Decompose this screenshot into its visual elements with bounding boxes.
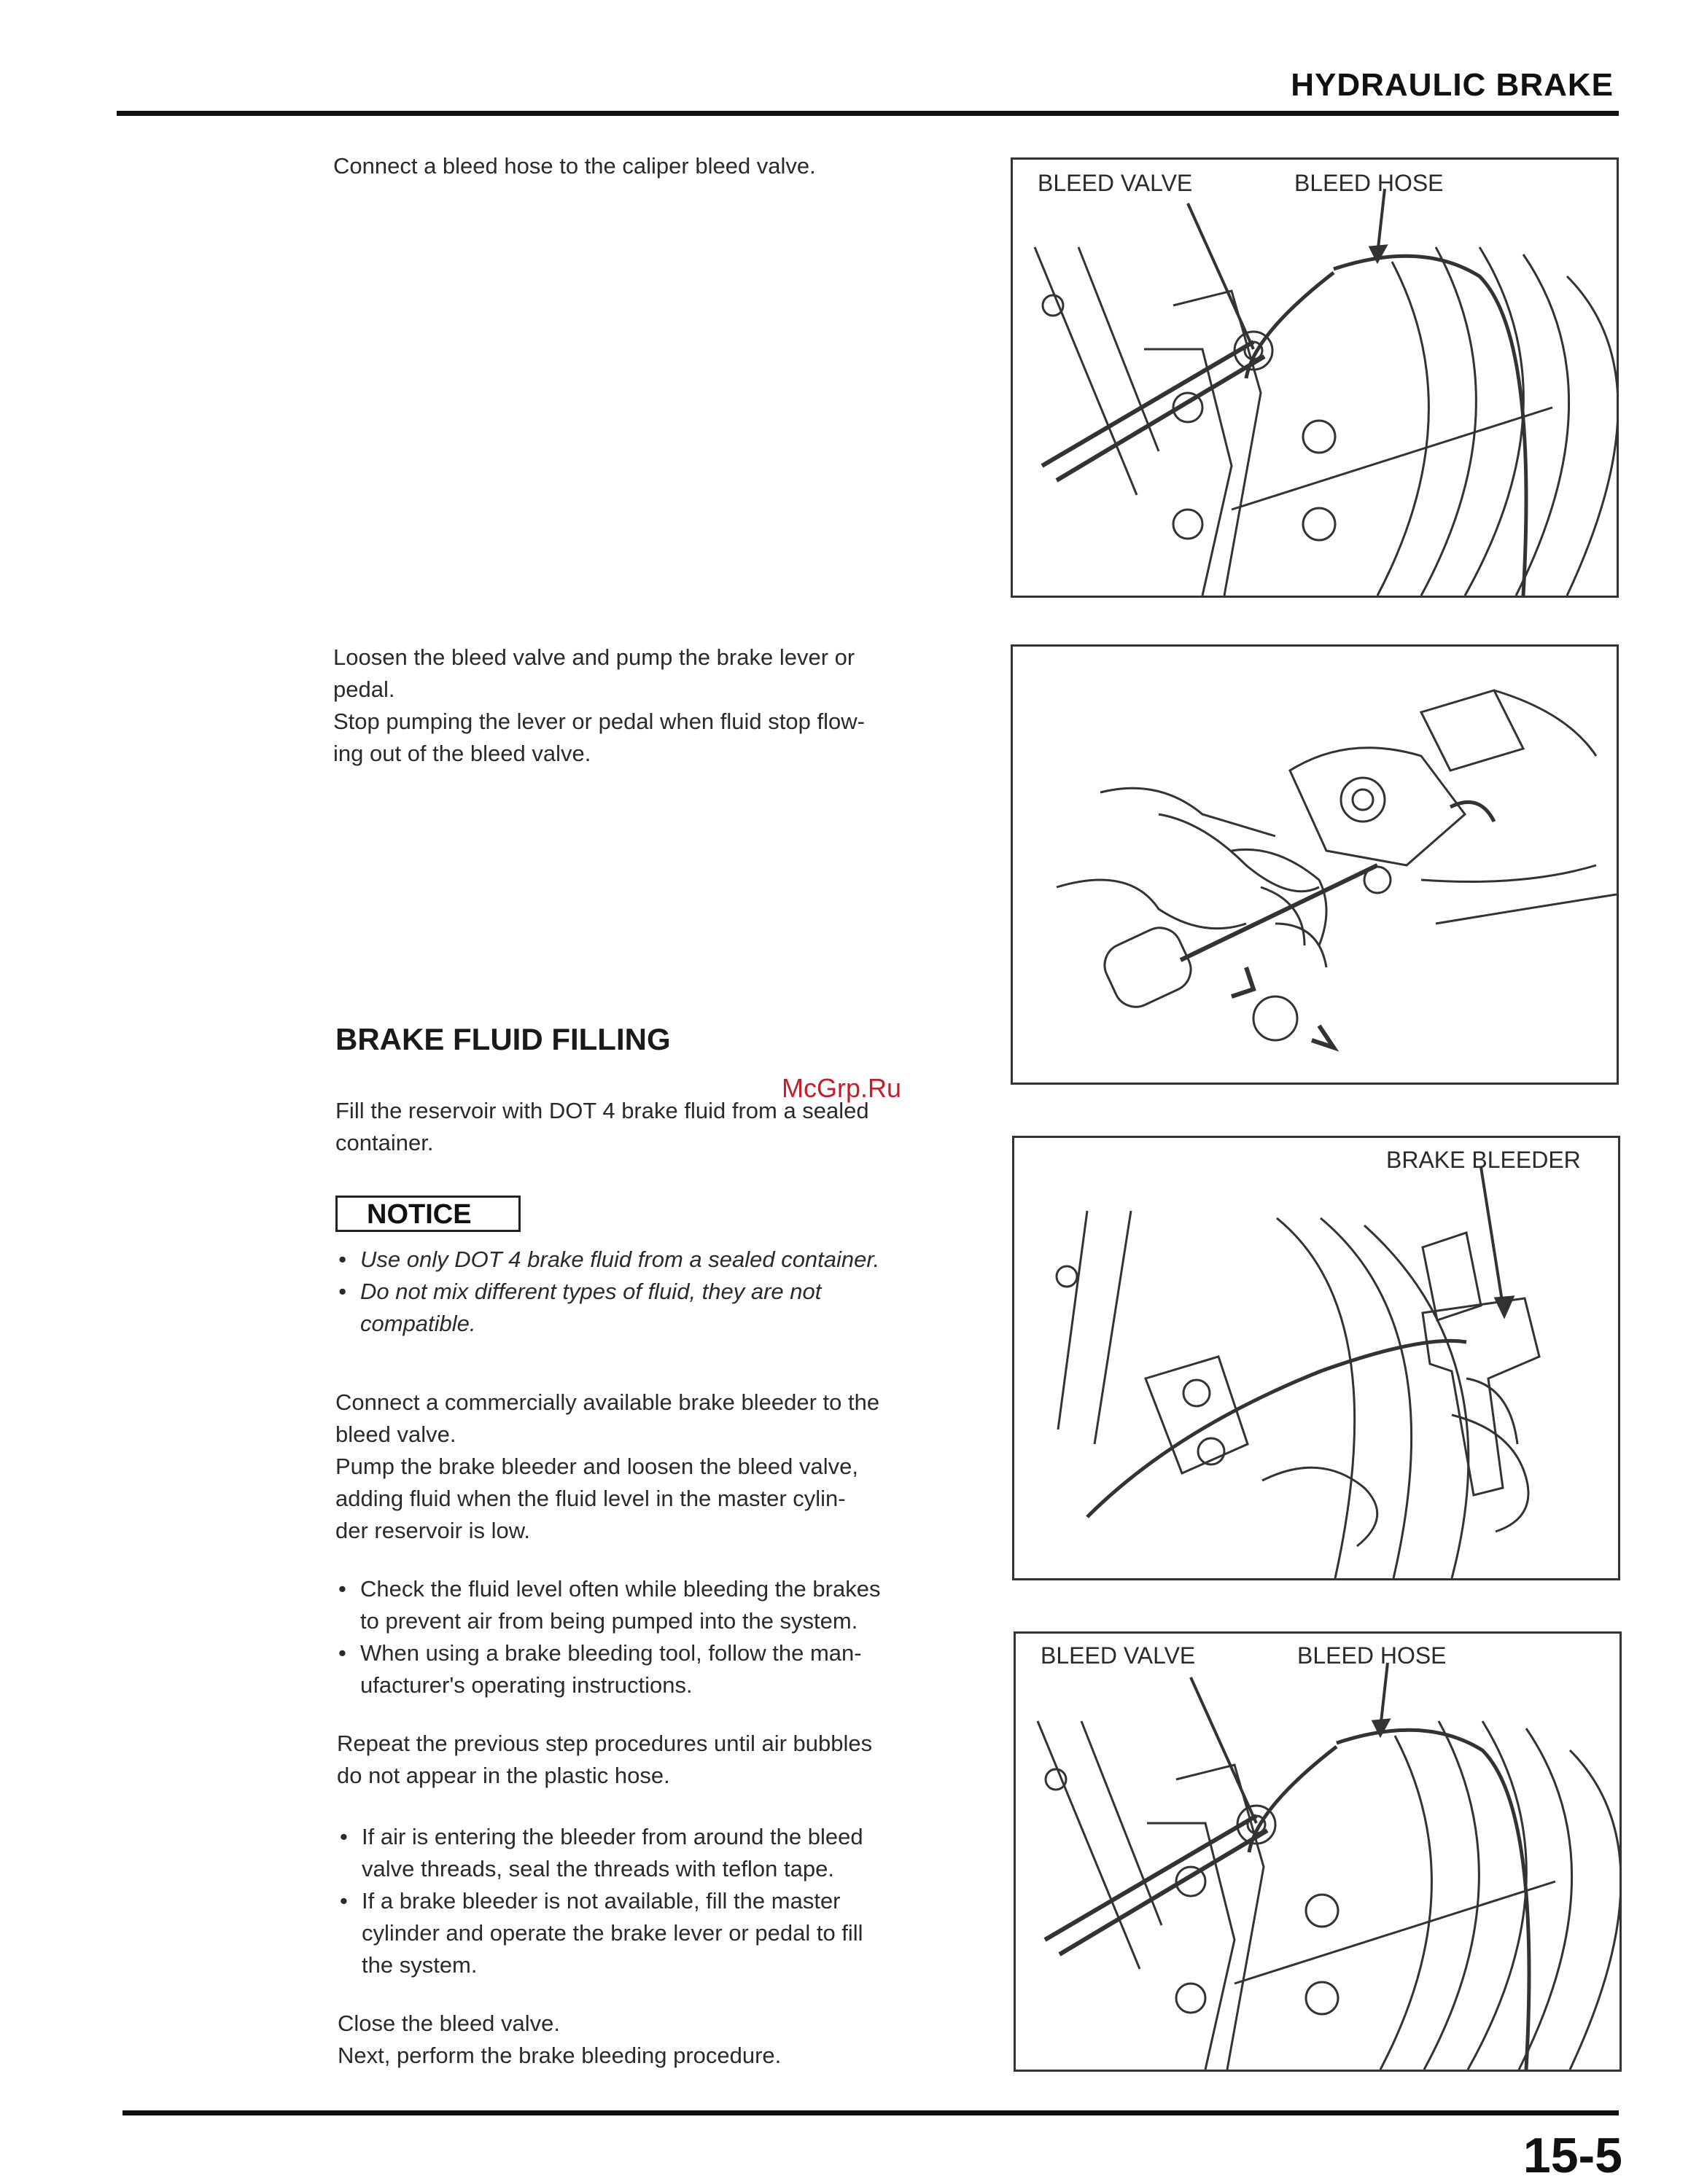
caliper-bolt	[1173, 510, 1202, 539]
text-line: Next, perform the brake bleeding procedure.	[338, 2043, 782, 2068]
text-line: Loosen the bleed valve and pump the brake lever or	[333, 644, 855, 670]
list-item	[335, 1885, 992, 1981]
step-loosen-valve	[333, 641, 982, 770]
wrench	[1042, 342, 1253, 466]
master-cylinder	[1290, 748, 1465, 865]
label-leader	[1481, 1167, 1503, 1306]
text-line: valve threads, seal the threads with teflon tape.	[362, 1856, 834, 1881]
close-instruction	[338, 2008, 987, 2072]
text-line: • If air is entering the bleeder from around the bleed	[362, 1824, 863, 1849]
bleeder-illustration	[1014, 1138, 1618, 1578]
motion-arrow	[1312, 1026, 1334, 1048]
label-bleed-valve: BLEED VALVE	[1041, 1642, 1196, 1669]
figure-brake-bleeder	[1012, 1136, 1620, 1580]
tire-arc	[1377, 262, 1428, 596]
list-item	[334, 1637, 990, 1701]
text-line: ufacturer's operating instructions.	[360, 1672, 693, 1698]
reservoir-cap	[1341, 778, 1385, 822]
list-item	[334, 1276, 983, 1340]
footer-rule	[123, 2110, 1619, 2115]
figure-pump-lever	[1011, 644, 1619, 1085]
label-bleed-hose: BLEED HOSE	[1297, 1642, 1447, 1669]
text-line: • Do not mix different types of fluid, they are not	[360, 1279, 822, 1304]
text-line: Connect a commercially available brake bleeder to the	[335, 1389, 880, 1415]
figure-bleed-hose	[1011, 157, 1619, 598]
figure-bleed-hose-2	[1014, 1631, 1622, 2072]
caliper-bolt	[1183, 1380, 1210, 1406]
text-line: compatible.	[360, 1311, 476, 1336]
text-line: • If a brake bleeder is not available, fill the master	[362, 1888, 841, 1914]
label-bleed-hose: BLEED HOSE	[1294, 170, 1444, 196]
lever-tip	[1253, 997, 1297, 1040]
fork-tube	[1035, 247, 1137, 495]
fork-tube	[1094, 1211, 1131, 1444]
notice-label: NOTICE	[335, 1196, 521, 1232]
bleed-hose	[1249, 1747, 1337, 1852]
tire-arc	[1364, 1225, 1469, 1578]
caliper-bolt	[1303, 421, 1335, 453]
handlebar	[1181, 865, 1377, 960]
lever-pump-illustration	[1013, 647, 1617, 1083]
text-line: Pump the brake bleeder and loosen the bleed valve,	[335, 1454, 858, 1479]
caliper-illustration	[1013, 160, 1617, 596]
label-leader	[1191, 1677, 1256, 1823]
hand-outline	[1057, 880, 1246, 929]
caliper-bolt	[1306, 1895, 1338, 1927]
fairing	[1421, 865, 1596, 882]
fork-bolt	[1043, 295, 1063, 316]
label-bleed-valve: BLEED VALVE	[1038, 170, 1193, 196]
header-rule	[117, 111, 1619, 116]
text-line: • Use only DOT 4 brake fluid from a sealed container.	[360, 1247, 880, 1272]
text-line: pedal.	[333, 676, 395, 702]
fork-tube	[1038, 1721, 1140, 1969]
tire-arc	[1570, 1750, 1619, 2070]
bleed-hose	[1246, 273, 1334, 378]
motion-arrow	[1232, 967, 1253, 997]
text-line: cylinder and operate the brake lever or pedal to fill	[362, 1920, 863, 1946]
hose-line	[1234, 1881, 1555, 1984]
text-line: container.	[335, 1130, 434, 1155]
text-line: do not appear in the plastic hose.	[337, 1763, 670, 1788]
list-item	[334, 1244, 983, 1276]
pivot-bolt	[1364, 867, 1391, 893]
reservoir-cap	[1353, 789, 1373, 810]
connect-bleeder-instruction	[335, 1387, 984, 1547]
wrench	[1045, 1816, 1256, 1940]
caliper-bolt	[1176, 1984, 1205, 2013]
handlebar-grip	[1097, 921, 1198, 1014]
notice-list	[334, 1244, 983, 1340]
tire-arc	[1277, 1218, 1355, 1578]
text-line: Repeat the previous step procedures until air bubbles	[337, 1731, 873, 1756]
fill-instruction	[335, 1095, 984, 1159]
tire-arc	[1321, 1218, 1412, 1578]
reservoir	[1421, 690, 1523, 771]
tire-arc	[1380, 1736, 1431, 2070]
text-line: Close the bleed valve.	[338, 2011, 561, 2036]
text-line: adding fluid when the fluid level in the master cylin-	[335, 1486, 846, 1511]
caliper-bolt	[1303, 508, 1335, 540]
fairing	[1436, 894, 1617, 924]
page-number: 15-5	[1523, 2128, 1622, 2183]
text-line: • Check the fluid level often while bleeding the brakes	[360, 1576, 881, 1602]
text-line: der reservoir is low.	[335, 1518, 531, 1543]
text-line: to prevent air from being pumped into the system.	[360, 1608, 858, 1634]
tire-arc	[1567, 276, 1617, 596]
hand-outline	[1100, 788, 1275, 836]
hand-outline	[1262, 1467, 1377, 1546]
fork-bolt	[1057, 1266, 1077, 1287]
caliper-illustration-2	[1016, 1634, 1619, 2070]
label-leader	[1377, 189, 1385, 254]
fork-tube	[1058, 1211, 1087, 1430]
label-brake-bleeder: BRAKE BLEEDER	[1386, 1147, 1581, 1173]
section-heading: BRAKE FLUID FILLING	[335, 1022, 671, 1056]
air-notes	[335, 1821, 992, 1981]
label-leader	[1380, 1663, 1388, 1728]
text-line: the system.	[362, 1952, 478, 1978]
list-item	[334, 1573, 990, 1637]
text-line: Stop pumping the lever or pedal when fluid stop flow-	[333, 709, 865, 734]
arrowhead	[1496, 1297, 1513, 1317]
watermark: McGrp.Ru	[782, 1073, 902, 1103]
list-item	[335, 1821, 992, 1885]
hose-line	[1232, 407, 1552, 510]
repeat-instruction	[337, 1728, 986, 1792]
step-connect-hose: Connect a bleed hose to the caliper bleed valve.	[333, 153, 816, 179]
text-line: Fill the reservoir with DOT 4 brake fluid from a sealed	[335, 1098, 869, 1123]
label-leader	[1188, 203, 1253, 349]
finger	[1275, 924, 1326, 967]
brake-line	[1450, 802, 1494, 822]
bleeder-notes	[334, 1573, 990, 1701]
text-line: • When using a brake bleeding tool, follow the man-	[360, 1640, 862, 1666]
caliper-bolt	[1306, 1982, 1338, 2014]
section-title: HYDRAULIC BRAKE	[1291, 67, 1614, 103]
text-line: bleed valve.	[335, 1421, 456, 1447]
text-line: ing out of the bleed valve.	[333, 741, 591, 766]
fork-bolt	[1046, 1769, 1066, 1790]
